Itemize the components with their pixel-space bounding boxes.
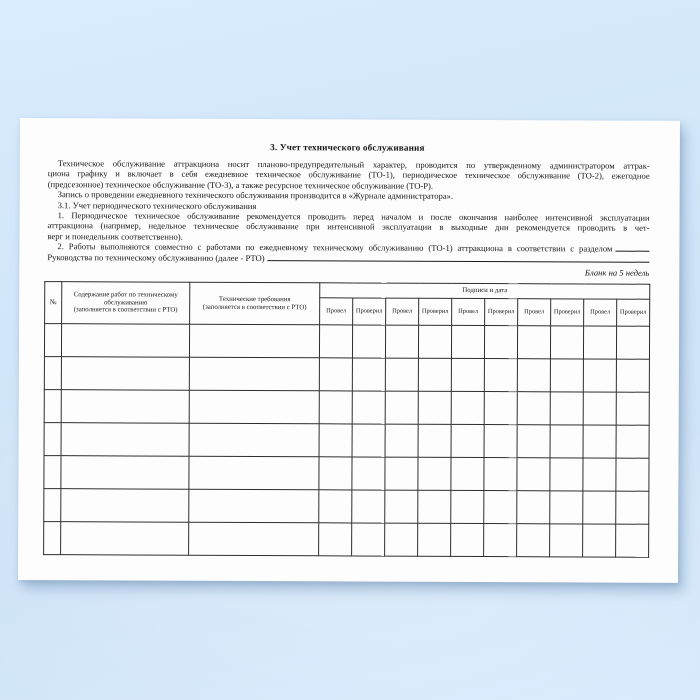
empty-cell — [61, 522, 189, 556]
empty-cell — [583, 458, 616, 491]
empty-cell — [418, 523, 451, 556]
empty-cell — [616, 491, 649, 524]
empty-cell — [451, 490, 484, 523]
empty-cell — [61, 324, 189, 358]
header-cell-performed: Провел — [518, 299, 551, 326]
empty-cell — [484, 458, 517, 491]
empty-cell — [61, 423, 189, 457]
body-text — [47, 158, 649, 265]
empty-cell — [189, 390, 319, 424]
empty-cell — [44, 324, 61, 357]
empty-cell — [451, 424, 484, 457]
header-cell-checked: Проверил — [353, 298, 386, 325]
empty-cell — [352, 490, 385, 523]
body-line: верг и понедельник соответственно). — [47, 230, 183, 242]
header-cell-number: № — [45, 282, 62, 324]
table-header-row-top — [45, 282, 650, 300]
body-line: Техническое обслуживание аттракциона носит планово-предупредительный характер, проводится по утвержденному администратором аттрак- — [57, 158, 650, 171]
empty-cell — [352, 391, 385, 424]
header-cell-performed: Провел — [584, 299, 617, 326]
empty-cell — [517, 359, 550, 392]
header-line: (заполняется в соответствии с РТО) — [73, 306, 178, 315]
empty-cell — [517, 524, 550, 557]
empty-cell — [583, 491, 616, 524]
empty-cell — [352, 424, 385, 457]
empty-cell — [319, 325, 352, 358]
empty-cell — [550, 359, 583, 392]
empty-cell — [484, 392, 517, 425]
empty-cell — [550, 491, 583, 524]
header-cell-checked: Проверил — [419, 298, 452, 325]
empty-cell — [319, 457, 352, 490]
body-line — [47, 252, 649, 265]
empty-cell — [583, 326, 616, 359]
header-cell-checked: Проверил — [485, 299, 518, 326]
empty-cell — [484, 425, 517, 458]
empty-cell — [517, 326, 550, 359]
empty-cell — [189, 489, 319, 523]
empty-cell — [385, 325, 418, 358]
header-cell-requirements — [190, 282, 320, 325]
header-cell-performed: Провел — [452, 298, 485, 325]
empty-cell — [616, 458, 649, 491]
header-cell-performed: Провел — [386, 298, 419, 325]
header-cell-signatures-group: Подписи и дата — [320, 283, 650, 299]
table-empty-row — [44, 456, 649, 492]
empty-cell — [319, 391, 352, 424]
body-line: (предсезонное) техническое обслуживание (ТО-3), а также ресурсное техническое обслуживание (ТО-Р). — [47, 178, 434, 191]
empty-cell — [451, 391, 484, 424]
table-empty-row — [44, 522, 649, 558]
empty-cell — [616, 524, 649, 557]
empty-cell — [385, 424, 418, 457]
empty-cell — [44, 456, 61, 489]
body-line: Запись о проведении ежедневного технического обслуживания производится в «Журнале администратора». — [57, 189, 454, 202]
body-line: циона графику и включает в себя ежедневное техническое обслуживание (ТО-1), периодическое техническое обслуживание (ТО-2), ежегодное — [47, 168, 650, 182]
empty-cell — [418, 325, 451, 358]
empty-cell — [385, 391, 418, 424]
empty-cell — [484, 359, 517, 392]
empty-cell — [418, 457, 451, 490]
empty-cell — [484, 326, 517, 359]
empty-cell — [61, 489, 189, 523]
empty-cell — [418, 358, 451, 391]
empty-cell — [484, 524, 517, 557]
empty-cell — [44, 423, 61, 456]
maintenance-table — [43, 281, 650, 558]
empty-cell — [550, 425, 583, 458]
header-line: Содержание работ по техническому — [73, 291, 178, 299]
page-title: 3. Учет технического обслуживания — [270, 142, 425, 153]
empty-cell — [189, 324, 319, 358]
empty-cell — [189, 357, 319, 391]
empty-cell — [319, 358, 352, 391]
empty-cell — [451, 523, 484, 556]
body-line: 3.1. Учет периодического технического обслуживания — [57, 199, 257, 211]
body-line-text: Руководства по техническому обслуживанию (далее - РТО) — [47, 251, 265, 263]
empty-cell — [517, 491, 550, 524]
empty-cell — [517, 458, 550, 491]
empty-cell — [451, 457, 484, 490]
empty-cell — [189, 423, 319, 457]
header-cell-checked: Проверил — [551, 299, 584, 326]
empty-cell — [385, 457, 418, 490]
empty-cell — [189, 522, 319, 556]
empty-cell — [451, 325, 484, 358]
header-cell-performed: Провел — [320, 298, 353, 325]
body-line: аттракциона (например, недельное техническое обслуживание при интенсивной эксплуатации в выходные дни рекомендуется проводить в чет- — [47, 220, 650, 234]
empty-cell — [385, 358, 418, 391]
empty-cell — [385, 523, 418, 556]
empty-cell — [550, 458, 583, 491]
empty-cell — [61, 456, 189, 490]
empty-cell — [517, 425, 550, 458]
empty-cell — [616, 425, 649, 458]
table-empty-row — [44, 324, 649, 360]
empty-cell — [319, 523, 352, 556]
table-body — [44, 324, 650, 558]
empty-cell — [61, 357, 189, 391]
empty-cell — [189, 456, 319, 490]
empty-cell — [352, 358, 385, 391]
table-empty-row — [44, 489, 649, 525]
empty-cell — [352, 523, 385, 556]
empty-cell — [418, 490, 451, 523]
body-line-text: 2. Работы выполняются совместно с работами по ежедневному техническому обслуживанию (ТО-1) аттракциона в соответствии с разделом — [57, 241, 613, 254]
empty-cell — [44, 390, 61, 423]
empty-cell — [550, 326, 583, 359]
empty-cell — [44, 522, 61, 555]
header-line: Технические требования — [218, 295, 291, 303]
header-line: (заполняется в соответствии с РТО) — [202, 303, 307, 311]
empty-cell — [319, 490, 352, 523]
empty-cell — [44, 489, 61, 522]
table-header — [45, 282, 650, 327]
empty-cell — [550, 392, 583, 425]
empty-cell — [517, 392, 550, 425]
empty-cell — [583, 524, 616, 557]
form-note: Бланк на 5 недель — [584, 267, 650, 278]
empty-cell — [44, 357, 61, 390]
empty-cell — [61, 390, 189, 424]
empty-cell — [352, 457, 385, 490]
body-line: 1. Периодическое техническое обслуживание рекомендуется проводить перед началом и после окончания наиболее интенсивной эксплуатации — [57, 210, 650, 223]
table-empty-row — [44, 390, 649, 426]
page-content — [18, 118, 680, 583]
empty-cell — [385, 490, 418, 523]
empty-cell — [616, 326, 649, 359]
table-empty-row — [44, 423, 649, 459]
empty-cell — [583, 425, 616, 458]
empty-cell — [451, 358, 484, 391]
table-empty-row — [44, 357, 649, 393]
fill-in-blank-line — [268, 253, 650, 263]
empty-cell — [550, 524, 583, 557]
header-cell-checked: Проверил — [617, 299, 650, 326]
empty-cell — [616, 359, 649, 392]
empty-cell — [583, 392, 616, 425]
fill-in-blank-line — [615, 244, 649, 252]
empty-cell — [583, 359, 616, 392]
empty-cell — [616, 392, 649, 425]
empty-cell — [484, 491, 517, 524]
empty-cell — [418, 391, 451, 424]
empty-cell — [319, 424, 352, 457]
header-line: обслуживанию — [103, 299, 148, 307]
header-cell-work-content — [62, 282, 190, 325]
empty-cell — [418, 424, 451, 457]
document-page — [18, 118, 680, 583]
empty-cell — [352, 325, 385, 358]
